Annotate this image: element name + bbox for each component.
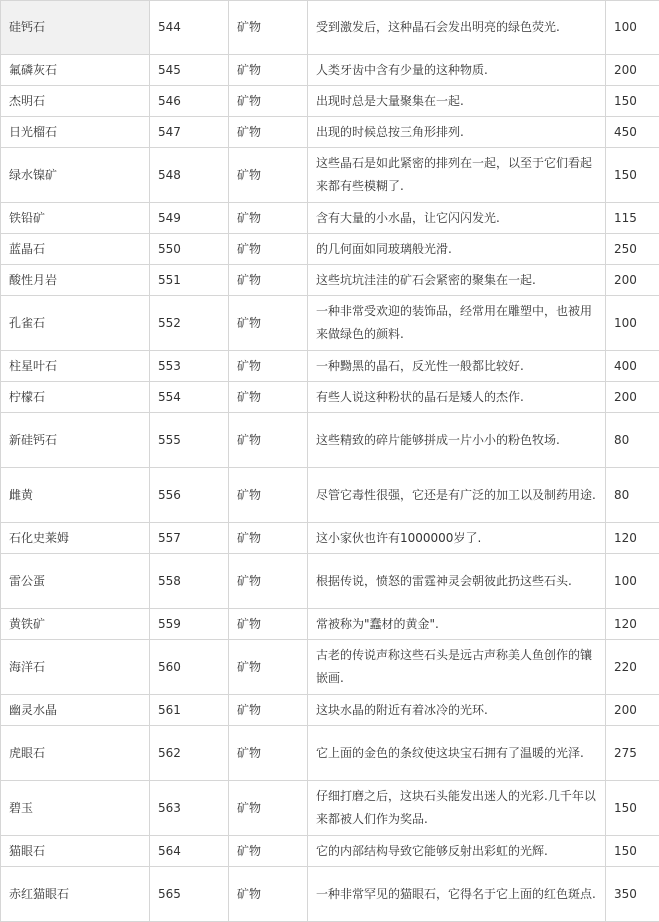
mineral-name-cell: 碧玉	[1, 781, 150, 836]
mineral-price-cell: 80	[606, 413, 659, 468]
table-row	[1, 781, 659, 836]
mineral-price-cell: 80	[606, 468, 659, 523]
mineral-description-cell: 仔细打磨之后，这块石头能发出迷人的光彩.几千年以来都被人们作为奖品.	[308, 781, 606, 836]
mineral-id-cell: 560	[150, 640, 229, 695]
mineral-description-cell: 这小家伙也许有1000000岁了.	[308, 523, 606, 554]
mineral-name-cell: 酸性月岩	[1, 265, 150, 296]
table-row	[1, 523, 659, 554]
mineral-id-cell: 558	[150, 554, 229, 609]
mineral-name-cell: 绿水镍矿	[1, 148, 150, 203]
mineral-id-cell: 547	[150, 117, 229, 148]
mineral-type-cell: 矿物	[229, 523, 308, 554]
mineral-name-cell: 石化史莱姆	[1, 523, 150, 554]
table-row	[1, 468, 659, 523]
mineral-id-cell: 565	[150, 867, 229, 922]
mineral-id-cell: 545	[150, 55, 229, 86]
table-row	[1, 695, 659, 726]
mineral-type-cell: 矿物	[229, 726, 308, 781]
mineral-id-cell: 548	[150, 148, 229, 203]
mineral-description-cell: 一种非常罕见的猫眼石，它得名于它上面的红色斑点.	[308, 867, 606, 922]
table-row	[1, 117, 659, 148]
mineral-name-cell: 硅钙石	[1, 1, 150, 55]
mineral-id-cell: 563	[150, 781, 229, 836]
mineral-id-cell: 562	[150, 726, 229, 781]
table-row	[1, 296, 659, 351]
mineral-type-cell: 矿物	[229, 781, 308, 836]
mineral-type-cell: 矿物	[229, 867, 308, 922]
table-row	[1, 86, 659, 117]
mineral-name-cell: 蓝晶石	[1, 234, 150, 265]
mineral-description-cell: 常被称为"蠢材的黄金".	[308, 609, 606, 640]
mineral-description-cell: 一种黝黑的晶石，反光性一般都比较好.	[308, 351, 606, 382]
mineral-price-cell: 200	[606, 265, 659, 296]
mineral-description-cell: 出现时总是大量聚集在一起.	[308, 86, 606, 117]
table-row	[1, 609, 659, 640]
mineral-description-cell: 根据传说，愤怒的雷霆神灵会朝彼此扔这些石头.	[308, 554, 606, 609]
mineral-description-cell: 古老的传说声称这些石头是远古声称美人鱼创作的镶嵌画.	[308, 640, 606, 695]
mineral-id-cell: 553	[150, 351, 229, 382]
mineral-type-cell: 矿物	[229, 1, 308, 55]
mineral-price-cell: 250	[606, 234, 659, 265]
mineral-name-cell: 杰明石	[1, 86, 150, 117]
table-row	[1, 640, 659, 695]
mineral-type-cell: 矿物	[229, 640, 308, 695]
table-row	[1, 554, 659, 609]
mineral-type-cell: 矿物	[229, 351, 308, 382]
mineral-id-cell: 544	[150, 1, 229, 55]
mineral-description-cell: 这些精致的碎片能够拼成一片小小的粉色牧场.	[308, 413, 606, 468]
mineral-name-cell: 虎眼石	[1, 726, 150, 781]
mineral-id-cell: 561	[150, 695, 229, 726]
mineral-type-cell: 矿物	[229, 468, 308, 523]
mineral-price-cell: 150	[606, 836, 659, 867]
mineral-price-cell: 150	[606, 781, 659, 836]
table-row	[1, 265, 659, 296]
mineral-price-cell: 350	[606, 867, 659, 922]
mineral-price-cell: 200	[606, 55, 659, 86]
mineral-description-cell: 它的内部结构导致它能够反射出彩虹的光辉.	[308, 836, 606, 867]
table-body	[1, 1, 659, 922]
mineral-price-cell: 120	[606, 609, 659, 640]
mineral-description-cell: 一种非常受欢迎的装饰品，经常用在雕塑中，也被用来做绿色的颜料.	[308, 296, 606, 351]
mineral-id-cell: 551	[150, 265, 229, 296]
mineral-id-cell: 554	[150, 382, 229, 413]
mineral-price-cell: 100	[606, 296, 659, 351]
mineral-price-cell: 115	[606, 203, 659, 234]
mineral-id-cell: 552	[150, 296, 229, 351]
mineral-name-cell: 氟磷灰石	[1, 55, 150, 86]
table-row	[1, 55, 659, 86]
mineral-name-cell: 雷公蛋	[1, 554, 150, 609]
mineral-name-cell: 猫眼石	[1, 836, 150, 867]
mineral-type-cell: 矿物	[229, 695, 308, 726]
mineral-name-cell: 黄铁矿	[1, 609, 150, 640]
table-row	[1, 413, 659, 468]
table-row	[1, 836, 659, 867]
table-row	[1, 867, 659, 922]
mineral-type-cell: 矿物	[229, 148, 308, 203]
mineral-description-cell: 尽管它毒性很强，它还是有广泛的加工以及制药用途.	[308, 468, 606, 523]
mineral-price-cell: 450	[606, 117, 659, 148]
mineral-type-cell: 矿物	[229, 265, 308, 296]
mineral-id-cell: 556	[150, 468, 229, 523]
mineral-description-cell: 出现的时候总按三角形排列.	[308, 117, 606, 148]
mineral-description-cell: 它上面的金色的条纹使这块宝石拥有了温暖的光泽.	[308, 726, 606, 781]
mineral-type-cell: 矿物	[229, 296, 308, 351]
mineral-id-cell: 549	[150, 203, 229, 234]
table-row	[1, 203, 659, 234]
mineral-name-cell: 日光榴石	[1, 117, 150, 148]
mineral-name-cell: 铁铅矿	[1, 203, 150, 234]
mineral-type-cell: 矿物	[229, 413, 308, 468]
mineral-price-cell: 275	[606, 726, 659, 781]
mineral-name-cell: 雌黄	[1, 468, 150, 523]
table-row	[1, 1, 659, 55]
mineral-name-cell: 柱星叶石	[1, 351, 150, 382]
mineral-type-cell: 矿物	[229, 117, 308, 148]
mineral-price-cell: 400	[606, 351, 659, 382]
mineral-description-cell: 这块水晶的附近有着冰冷的光环.	[308, 695, 606, 726]
mineral-price-cell: 100	[606, 1, 659, 55]
mineral-name-cell: 幽灵水晶	[1, 695, 150, 726]
mineral-id-cell: 555	[150, 413, 229, 468]
mineral-name-cell: 柠檬石	[1, 382, 150, 413]
mineral-type-cell: 矿物	[229, 382, 308, 413]
mineral-description-cell: 的几何面如同玻璃般光滑.	[308, 234, 606, 265]
mineral-type-cell: 矿物	[229, 609, 308, 640]
mineral-price-cell: 220	[606, 640, 659, 695]
table-row	[1, 351, 659, 382]
mineral-id-cell: 550	[150, 234, 229, 265]
mineral-type-cell: 矿物	[229, 554, 308, 609]
mineral-price-cell: 200	[606, 695, 659, 726]
table-row	[1, 148, 659, 203]
mineral-price-cell: 200	[606, 382, 659, 413]
mineral-price-cell: 150	[606, 148, 659, 203]
mineral-description-cell: 这些晶石是如此紧密的排列在一起，以至于它们看起来都有些模糊了.	[308, 148, 606, 203]
mineral-description-cell: 这些坑坑洼洼的矿石会紧密的聚集在一起.	[308, 265, 606, 296]
mineral-type-cell: 矿物	[229, 55, 308, 86]
mineral-name-cell: 新硅钙石	[1, 413, 150, 468]
mineral-name-cell: 赤红猫眼石	[1, 867, 150, 922]
mineral-description-cell: 受到激发后，这种晶石会发出明亮的绿色荧光.	[308, 1, 606, 55]
mineral-type-cell: 矿物	[229, 234, 308, 265]
mineral-id-cell: 557	[150, 523, 229, 554]
table-row	[1, 234, 659, 265]
mineral-name-cell: 孔雀石	[1, 296, 150, 351]
mineral-type-cell: 矿物	[229, 203, 308, 234]
mineral-price-cell: 120	[606, 523, 659, 554]
mineral-id-cell: 546	[150, 86, 229, 117]
mineral-id-cell: 559	[150, 609, 229, 640]
mineral-type-cell: 矿物	[229, 836, 308, 867]
mineral-name-cell: 海洋石	[1, 640, 150, 695]
mineral-description-cell: 人类牙齿中含有少量的这种物质.	[308, 55, 606, 86]
mineral-price-cell: 100	[606, 554, 659, 609]
mineral-price-cell: 150	[606, 86, 659, 117]
mineral-description-cell: 有些人说这种粉状的晶石是矮人的杰作.	[308, 382, 606, 413]
table-row	[1, 726, 659, 781]
mineral-id-cell: 564	[150, 836, 229, 867]
mineral-type-cell: 矿物	[229, 86, 308, 117]
mineral-description-cell: 含有大量的小水晶，让它闪闪发光.	[308, 203, 606, 234]
table-row	[1, 382, 659, 413]
